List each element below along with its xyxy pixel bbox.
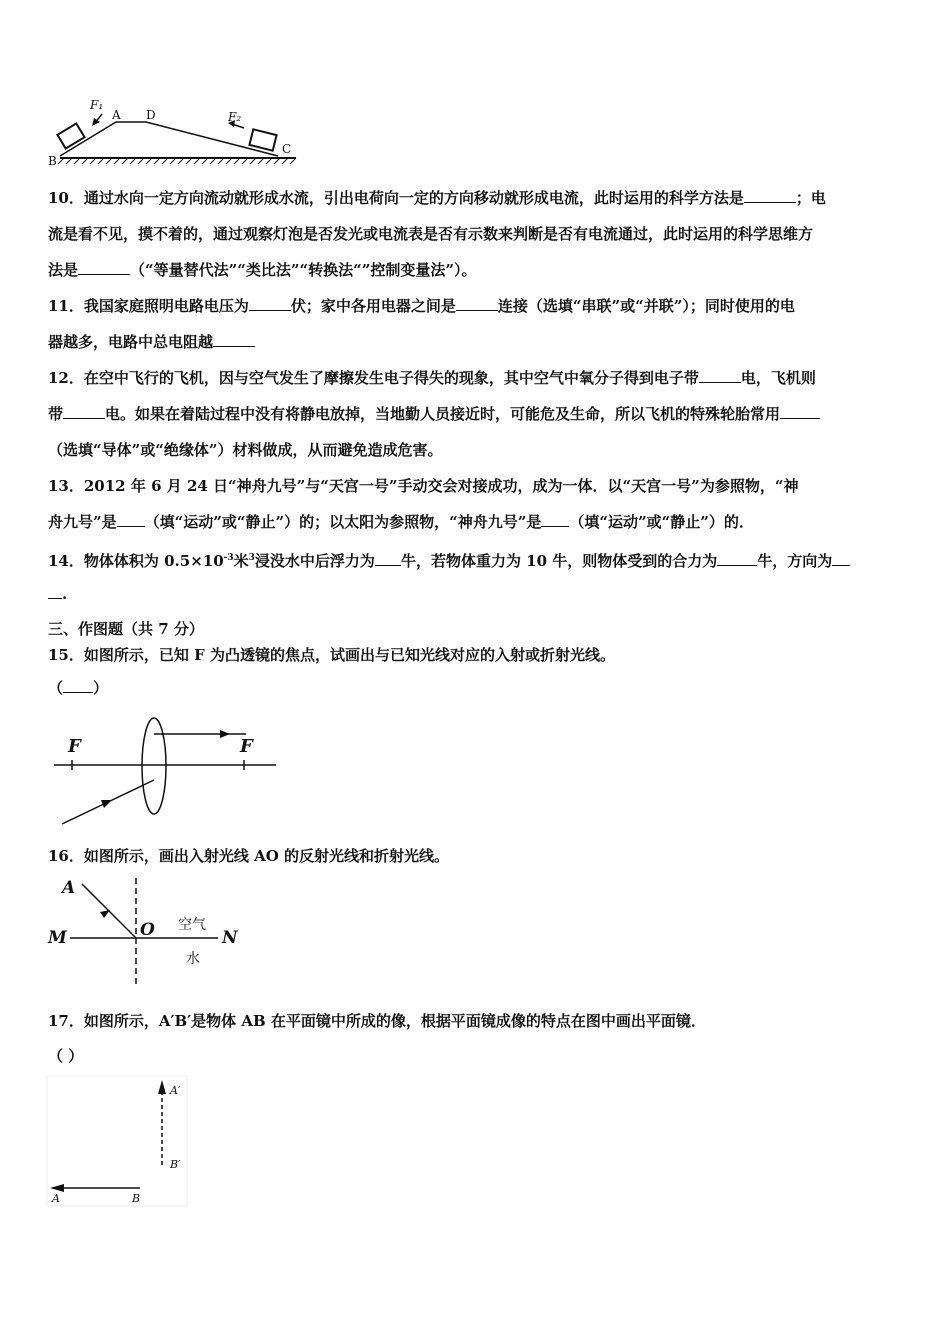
label-d: D — [146, 108, 156, 122]
blank — [249, 296, 291, 311]
blank — [717, 551, 757, 566]
blank — [832, 551, 850, 566]
q17-text: 17．如图所示，A′B′是物体 AB 在平面镜中所成的像，根据平面镜成像的特点在图中画出平面镜． — [48, 1012, 706, 1030]
q12-line2: 带 电。如果在着陆过程中没有将静电放掉，当地勤人员接近时，可能危及生命，所以飞机的特殊轮胎常用 — [48, 404, 820, 424]
label-f1: F₁ — [90, 98, 104, 112]
q11-line2: 器越多，电路中总电阻越 — [48, 332, 255, 352]
q16-text: 16．如图所示，画出入射光线 AO 的反射光线和折射光线。 — [48, 847, 450, 865]
mirror-figure — [46, 1072, 196, 1210]
water-label: 水 — [186, 951, 200, 967]
point-m-label: M — [48, 928, 67, 948]
focus-right-label: F — [240, 736, 253, 757]
focus-left-label: F — [68, 736, 81, 757]
label-a: A — [112, 108, 121, 122]
q12-line3: （选填“导体”或“绝缘体”）材料做成，从而避免造成危害。 — [48, 441, 443, 459]
blank — [78, 260, 130, 275]
blank — [48, 584, 62, 599]
b-label: B — [132, 1192, 141, 1205]
point-o-label: O — [140, 920, 155, 940]
air-label: 空气 — [178, 917, 206, 933]
q15-text: 15．如图所示，已知 F 为凸透镜的焦点，试画出与已知光线对应的入射或折射光线。 — [48, 646, 615, 664]
reflection-figure — [46, 874, 246, 994]
blank — [780, 404, 820, 419]
a-label: A — [52, 1192, 60, 1205]
blank — [213, 332, 255, 347]
point-a-label: A — [62, 878, 76, 898]
point-n-label: N — [222, 928, 238, 948]
blank — [699, 368, 741, 383]
blank — [117, 512, 145, 527]
q10-line1: 10．通过水向一定方向流动就形成水流，引出电荷向一定的方向移动就形成电流，此时运用的科学方法是 ；电 — [48, 189, 826, 207]
blank — [63, 404, 105, 419]
incline-figure — [46, 96, 306, 168]
label-b: B — [48, 154, 57, 168]
blank — [63, 678, 93, 693]
label-c: C — [282, 142, 292, 156]
q10-line2: 流是看不见，摸不着的，通过观察灯泡是否发光或电流表是否有示数来判断是否有电流通过，此时运用的科学思维方 — [48, 225, 814, 243]
q15-answer-paren: （ ） — [48, 679, 109, 697]
label-f2: F₂ — [228, 110, 242, 124]
q10-line3: 法是 （“等量替代法”“类比法”“转换法“”控制变量法”）。 — [48, 261, 477, 279]
a-prime-label: A′ — [170, 1084, 181, 1097]
q17-answer-paren: （ ） — [48, 1047, 84, 1065]
q13-line2: 舟九号”是 （填“运动”或“静止”）的；以太阳为参照物，“神舟九号”是 （填“运动”或“静止”）的． — [48, 513, 754, 531]
section-title: 三、作图题（共 7 分） — [48, 620, 204, 638]
blank — [456, 296, 498, 311]
q12-line1: 12．在空中飞行的飞机，因与空气发生了摩擦发生电子得失的现象，其中空气中氧分子得到电子带 电，飞机则 — [48, 369, 816, 387]
q14-line2: . — [48, 584, 67, 604]
blank — [375, 551, 401, 566]
q11-line1: 11．我国家庭照明电路电压为 伏；家中各用电器之间是 连接（选填“串联”或“并联”）；同时使用的电 — [48, 297, 795, 315]
b-prime-label: B′ — [170, 1158, 181, 1171]
q13-line1: 13．2012 年 6 月 24 日“神舟九号”与“天宫一号”手动交会对接成功，成为一体．以“天宫一号”为参照物，“神 — [48, 477, 799, 495]
q14-line1: 14．物体体积为 $0.5\times 10^{-3}$米$^3$浸没水中后浮力为 牛，若物体重力为 10 牛，则物体受到的合力为 牛，方向为 — [48, 548, 850, 571]
blank — [541, 512, 569, 527]
blank — [744, 188, 796, 203]
lens-figure — [48, 716, 288, 832]
